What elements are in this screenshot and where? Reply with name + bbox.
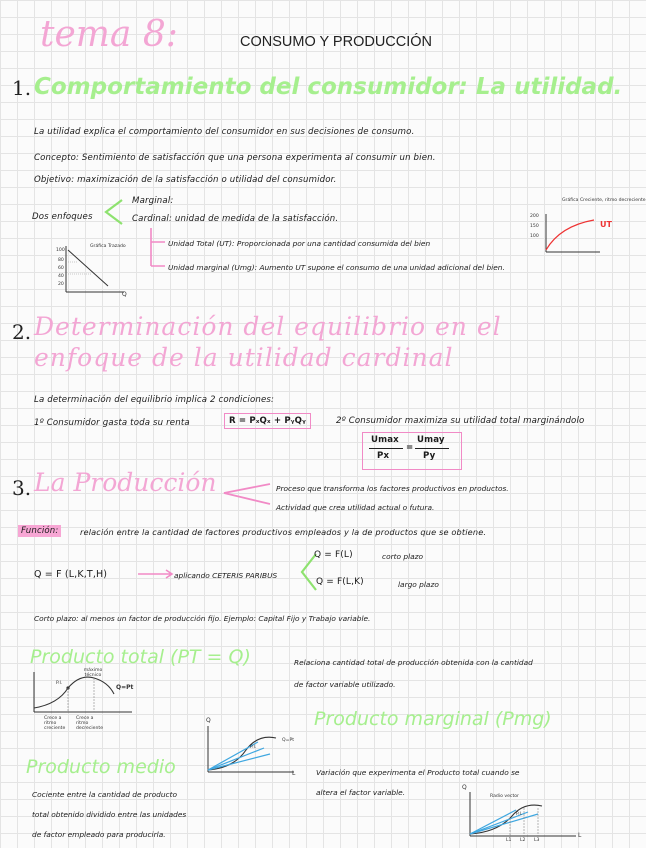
- frac-right-num: Umay: [417, 435, 445, 445]
- pmg-graph-q: Q: [206, 717, 211, 724]
- frac-left-den: Px: [377, 451, 390, 461]
- section-3-number: 3.: [12, 476, 32, 500]
- frac-equals: =: [406, 443, 414, 453]
- aplicando-ceteris: aplicando CETERIS PARIBUS: [174, 571, 278, 580]
- axis-tick-40: 40: [58, 274, 64, 279]
- s1-line-1: La utilidad explica el comportamiento del consumidor en sus decisiones de consumo.: [34, 127, 415, 137]
- utility-marginal-graph: [58, 242, 128, 300]
- section-2-title-line-2: enfoque de la utilidad cardinal: [34, 343, 454, 372]
- pmg-desc-2: altera el factor variable.: [316, 788, 406, 797]
- tema-subtitle: CONSUMO Y PRODUCCIÓN: [240, 34, 433, 50]
- pme-graph-l3: L3: [534, 838, 540, 843]
- pmg-graph: [200, 720, 300, 780]
- graph-right-label: Gráfica Creciente, ritmo decreciente: [562, 198, 646, 203]
- pt-graph-zone-2: Crece a ritmo decreciente: [76, 716, 104, 731]
- s1-line-2: Concepto: Sentimiento de satisfacción que una persona experimenta al consumir un bien.: [34, 153, 436, 163]
- pink-arrow-icon: [220, 478, 272, 508]
- s1-line-3: Objetivo: maximización de la satisfacción o utilidad del consumidor.: [34, 175, 337, 185]
- pmg-graph-qpt: Q=Pt: [282, 738, 295, 743]
- s2-intro: La determinación del equilibrio implica 2 condiciones:: [34, 395, 275, 405]
- pme-graph-l: L: [578, 832, 582, 839]
- frac-left-num: Umax: [371, 435, 399, 445]
- pt-desc-1: Relaciona cantidad total de producción obtenida con la cantidad: [294, 658, 533, 667]
- corto-label: corto plazo: [382, 552, 424, 561]
- axis-tick-60: 60: [58, 266, 64, 271]
- axis-tick-100: 100: [56, 248, 65, 253]
- tema-title: tema 8:: [40, 14, 178, 55]
- pt-title: Producto total (PT = Q): [30, 646, 251, 668]
- pme-graph-q: Q: [462, 784, 467, 791]
- graph-left-label: Gráfica Trazado: [90, 244, 126, 249]
- section-3-title: La Producción: [34, 468, 217, 497]
- utility-total-graph: [538, 212, 606, 260]
- pme-graph-l2: L2: [520, 838, 526, 843]
- pt-graph-max: máximo técnico: [83, 668, 103, 678]
- pme-graph-l1: L1: [506, 838, 512, 843]
- pt-graph-pi: P.I.: [56, 681, 63, 686]
- axis-tick-200: 200: [530, 214, 539, 219]
- largo-label: largo plazo: [398, 580, 439, 589]
- pme-desc-3: de factor empleado para producirla.: [32, 830, 166, 839]
- pmg-title: Producto marginal (Pmg): [314, 708, 552, 730]
- pme-graph-pi: P.I.: [516, 812, 523, 817]
- axis-q-left: Q: [122, 291, 127, 298]
- pme-desc-1: Cociente entre la cantidad de producto: [32, 790, 178, 799]
- ut-definition: Unidad Total (UT): Proporcionada por una cantidad consumida del bien: [168, 239, 431, 248]
- pmg-desc-1: Variación que experimenta el Producto total cuando se: [316, 768, 520, 777]
- corto-formula: Q = F(L): [314, 550, 353, 560]
- largo-formula: Q = F(L,K): [316, 577, 364, 587]
- axis-tick-100-right: 100: [530, 234, 539, 239]
- axis-tick-20: 20: [58, 282, 64, 287]
- production-def-2: Actividad que crea utilidad actual o futura.: [276, 503, 435, 512]
- section-1-title: Comportamiento del consumidor: La utilidad.: [34, 74, 623, 100]
- formula-renta: R = PₓQₓ + PᵧQᵧ: [224, 413, 311, 429]
- corto-plazo-def: Corto plazo: al menos un factor de producción fijo. Ejemplo: Capital Fijo y Trabajo variable.: [34, 614, 371, 623]
- pt-desc-2: de factor variable utilizado.: [294, 680, 396, 689]
- axis-tick-80: 80: [58, 258, 64, 263]
- frac-right-den: Py: [423, 451, 436, 461]
- axis-tick-150: 150: [530, 224, 539, 229]
- production-def-1: Proceso que transforma los factores productivos en productos.: [276, 484, 509, 493]
- pt-graph-zone-1: Crece a ritmo creciente: [44, 716, 66, 731]
- section-2-number: 2.: [12, 320, 32, 344]
- condition-1: 1º Consumidor gasta toda su renta: [34, 418, 190, 428]
- pme-title: Producto medio: [26, 756, 176, 778]
- frac-left-bar: [369, 448, 403, 449]
- pme-graph-radio: Radio vector: [490, 794, 519, 799]
- cardinal-label: Cardinal: unidad de medida de la satisfacción.: [132, 214, 339, 224]
- section-2-title-line-1: Determinación del equilibrio en el: [34, 312, 502, 341]
- umg-definition: Unidad marginal (Umg): Aumento UT supone el consumo de una unidad adicional del bien.: [168, 263, 505, 272]
- section-1-number: 1.: [12, 76, 32, 100]
- pink-right-arrow-icon: [136, 568, 176, 580]
- graph-right-ut: UT: [600, 220, 612, 229]
- pme-desc-2: total obtenido dividido entre las unidades: [32, 810, 187, 819]
- pmg-graph-l: L: [292, 770, 296, 777]
- q-formula: Q = F (L,K,T,H): [34, 569, 108, 580]
- funcion-text: relación entre la cantidad de factores productivos empleados y la de productos que se obtiene.: [80, 527, 487, 537]
- condition-2: 2º Consumidor maximiza su utilidad total marginándolo: [336, 416, 585, 426]
- pmg-graph-pi: P.I.: [250, 745, 257, 750]
- equilibrium-formula: [362, 432, 462, 470]
- enfoques-label: Dos enfoques: [32, 212, 93, 222]
- marginal-label: Marginal:: [132, 196, 174, 206]
- frac-right-bar: [415, 448, 449, 449]
- funcion-label: Función:: [18, 525, 61, 537]
- pt-graph-qpt: Q=Pt: [116, 684, 134, 691]
